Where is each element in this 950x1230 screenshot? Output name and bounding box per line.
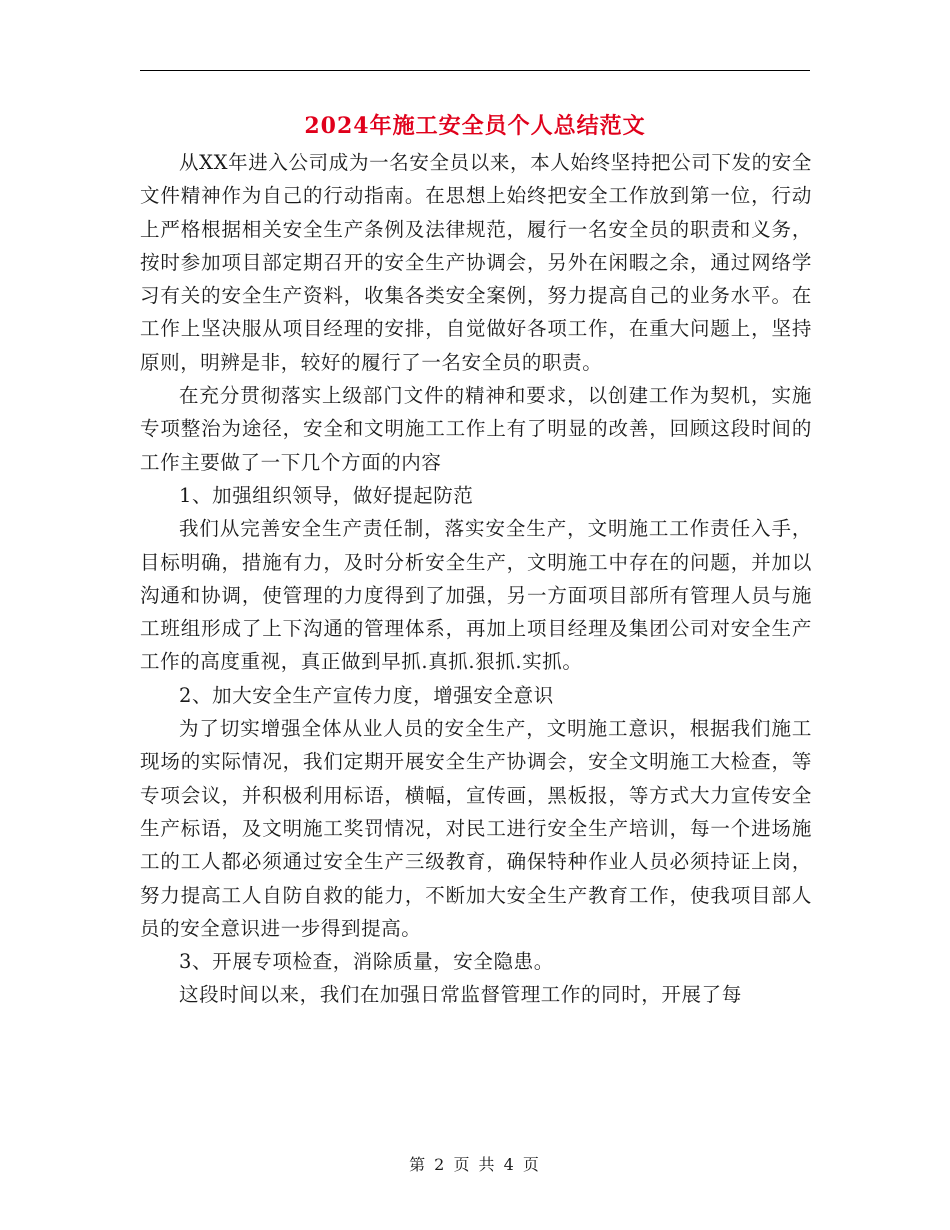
body-paragraph: 从XX年进入公司成为一名安全员以来，本人始终坚持把公司下发的安全文件精神作为自己的行动指南。在思想上始终把安全工作放到第一位，行动上严格根据相关安全生产条例及法律规范，履行一名安全员的职责和义务，按时参加项目部定期召开的安全生产协调会，另外在闲暇之余，通过网络学习有关的安全生产资料，收集各类安全案例，努力提高自己的业务水平。在工作上坚决服从项目经理的安排，自觉做好各项工作，在重大问题上，坚持原则，明辨是非，较好的履行了一名安全员的职责。: [140, 151, 812, 374]
section-heading: 2、加大安全生产宣传力度，增强安全意识: [179, 683, 554, 707]
body-paragraph: 在充分贯彻落实上级部门文件的精神和要求，以创建工作为契机，实施专项整治为途径，安全和文明施工工作上有了明显的改善，回顾这段时间的工作主要做了一下几个方面的内容: [140, 384, 812, 474]
document-title: 2024年施工安全员个人总结范文: [304, 113, 646, 139]
document-body: [140, 146, 812, 1012]
section-heading: 3、开展专项检查，消除质量，安全隐患。: [179, 950, 554, 974]
body-paragraph: 我们从完善安全生产责任制，落实安全生产，文明施工工作责任入手，目标明确，措施有力，及时分析安全生产，文明施工中存在的问题，并加以沟通和协调，使管理的力度得到了加强，另一方面项目部所有管理人员与施工班组形成了上下沟通的管理体系，再加上项目经理及集团公司对安全生产工作的高度重视，真正做到早抓.真抓.狠抓.实抓。: [140, 517, 812, 674]
header-rule: [140, 70, 810, 71]
page-number: 第 2 页 共 4 页: [409, 1155, 541, 1174]
body-paragraph: 为了切实增强全体从业人员的安全生产，文明施工意识，根据我们施工现场的实际情况，我们定期开展安全生产协调会，安全文明施工大检查，等专项会议，并积极利用标语，横幅，宣传画，黑板报，等方式大力宣传安全生产标语，及文明施工奖罚情况，对民工进行安全生产培训，每一个进场施工的工人都必须通过安全生产三级教育，确保特种作业人员必须持证上岗，努力提高工人自防自救的能力，不断加大安全生产教育工作，使我项目部人员的安全意识进一步得到提高。: [140, 717, 812, 940]
section-heading: 1、加强组织领导，做好提起防范: [179, 483, 474, 507]
body-paragraph: 这段时间以来，我们在加强日常监督管理工作的同时，开展了每: [179, 983, 742, 1007]
